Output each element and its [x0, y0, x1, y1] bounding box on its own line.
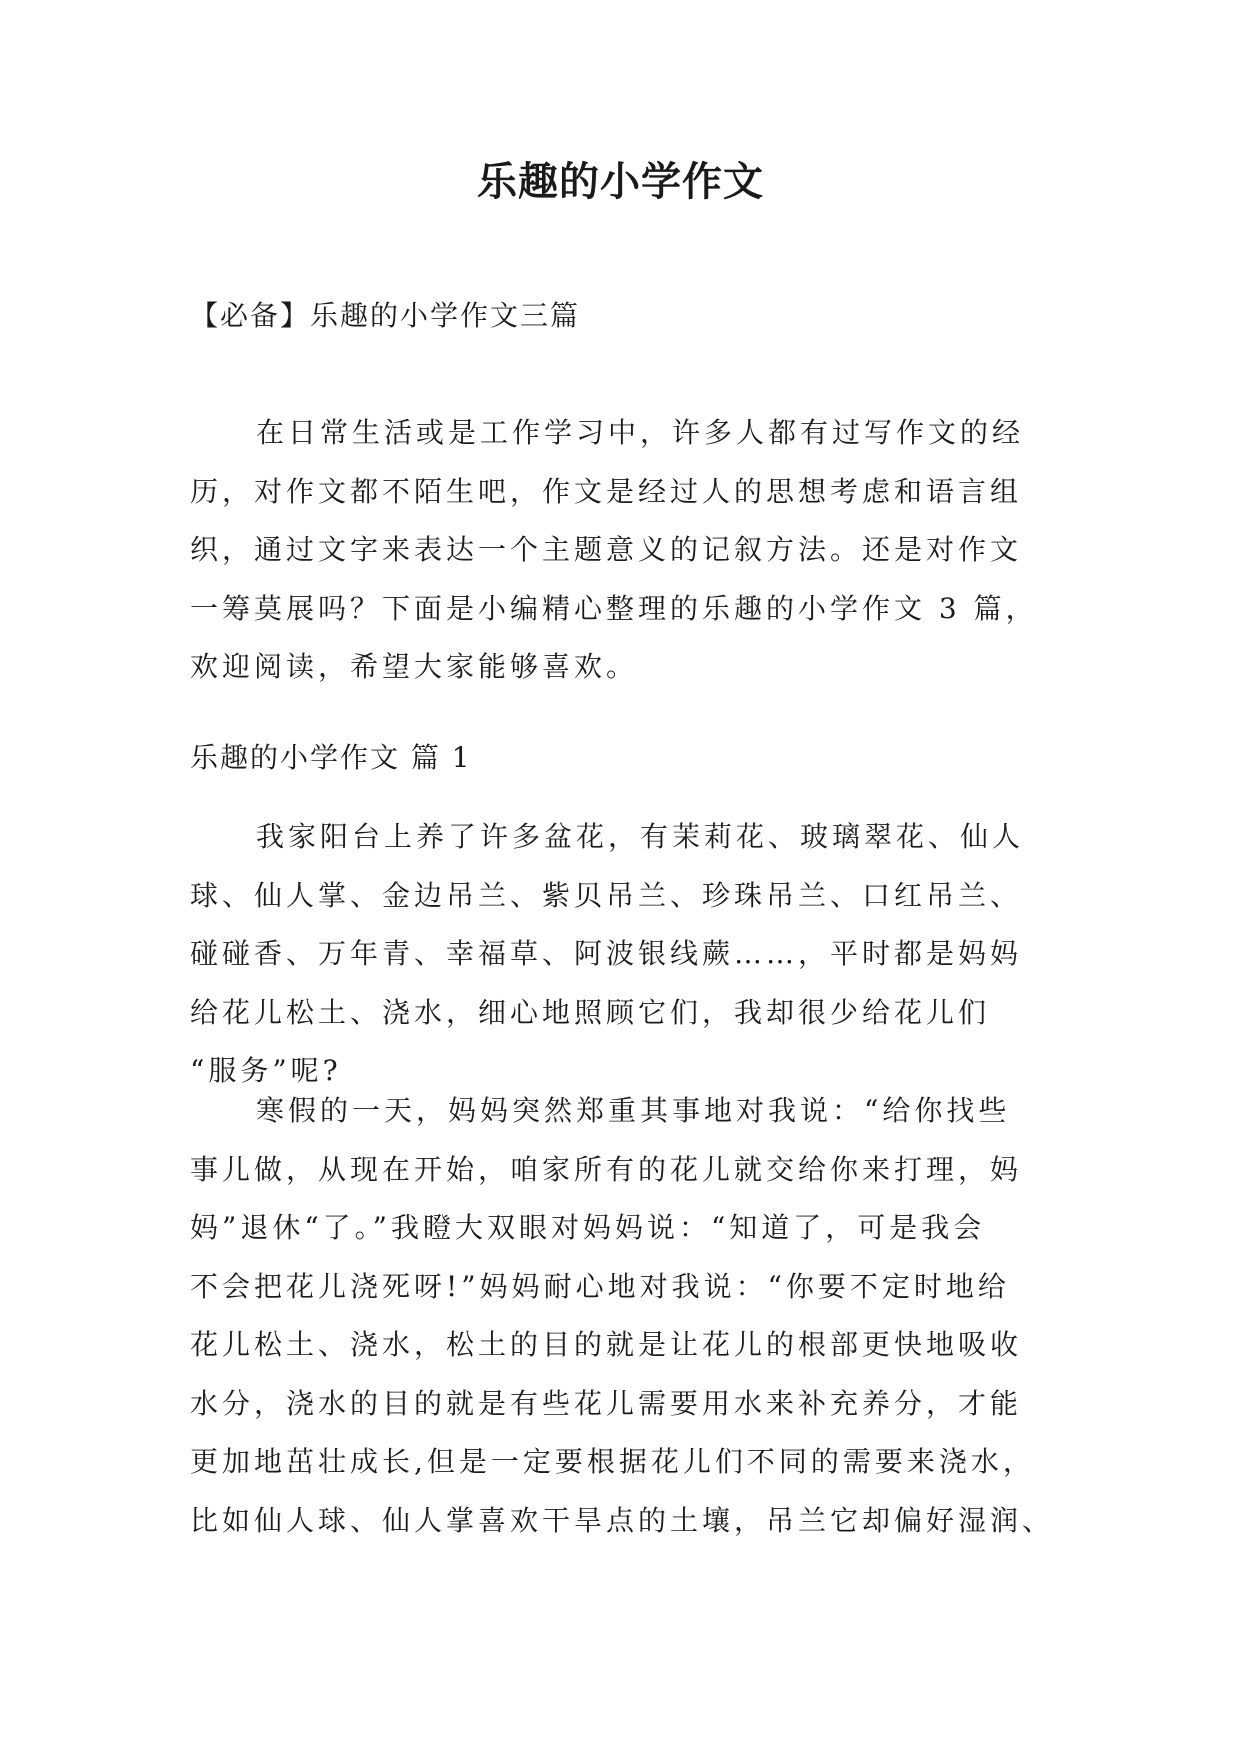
body-paragraph-1	[190, 808, 1070, 1101]
intro-line: 在日常生活或是工作学习中，许多人都有过写作文的经	[256, 416, 1025, 449]
paragraph-line: 比如仙人球、仙人掌喜欢干旱点的土壤，吊兰它却偏好湿润、	[190, 1503, 1055, 1537]
section-heading: 乐趣的小学作文 篇 1	[190, 741, 472, 774]
body-paragraph-2	[190, 1082, 1070, 1550]
intro-line: 历，对作文都不陌生吧，作文是经过人的思想考虑和语言组	[190, 474, 1023, 508]
intro-line: 欢迎阅读，希望大家能够喜欢。	[190, 650, 639, 683]
paragraph-line: 寒假的一天，妈妈突然郑重其事地对我说：“给你找些	[256, 1094, 1011, 1127]
paragraph-line: 更加地茁壮成长,但是一定要根据花儿们不同的需要来浇水，	[190, 1445, 1035, 1478]
paragraph-line: 不会把花儿浇死呀!”妈妈耐心地对我说：“你要不定时地给	[190, 1269, 1010, 1303]
intro-line: 一筹莫展吗？下面是小编精心整理的乐趣的小学作文 3 篇，	[190, 591, 1038, 625]
intro-paragraph	[190, 404, 1070, 697]
paragraph-line: 花儿松土、浇水，松土的目的就是让花儿的根部更快地吸收	[190, 1328, 1023, 1361]
paragraph-line: 我家阳台上养了许多盆花，有茉莉花、玻璃翠花、仙人	[256, 820, 1025, 853]
document-subtitle: 【必备】乐趣的小学作文三篇	[190, 299, 581, 332]
paragraph-line: 碰碰香、万年青、幸福草、阿波银线蕨……，平时都是妈妈	[190, 937, 1023, 970]
paragraph-line: “服务”呢?	[190, 1054, 342, 1087]
paragraph-line: 给花儿松土、浇水，细心地照顾它们，我却很少给花儿们	[190, 995, 991, 1029]
paragraph-line: 妈”退休“了。”我瞪大双眼对妈妈说：“知道了，可是我会	[190, 1211, 986, 1244]
intro-line: 织，通过文字来表达一个主题意义的记叙方法。还是对作文	[190, 533, 1023, 566]
paragraph-line: 球、仙人掌、金边吊兰、紫贝吊兰、珍珠吊兰、口红吊兰、	[190, 878, 1023, 912]
document-title: 乐趣的小学作文	[477, 159, 764, 205]
paragraph-line: 事儿做，从现在开始，咱家所有的花儿就交给你来打理，妈	[190, 1152, 1023, 1186]
paragraph-line: 水分，浇水的目的就是有些花儿需要用水来补充养分，才能	[190, 1386, 1023, 1420]
